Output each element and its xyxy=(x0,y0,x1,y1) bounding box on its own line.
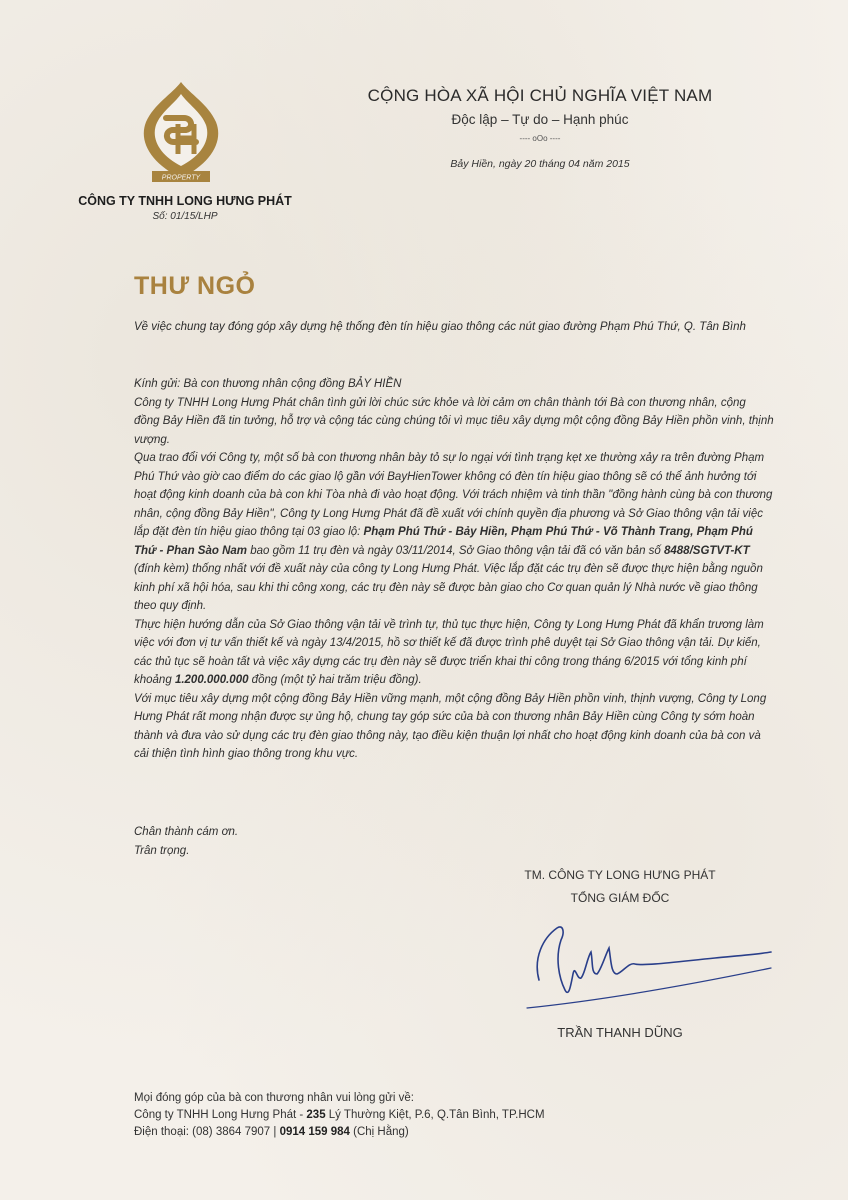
footer-intro: Mọi đóng góp của bà con thương nhân vui lòng gửi về: xyxy=(134,1092,414,1104)
closing-thanks: Chân thành cám ơn. xyxy=(134,826,239,838)
company-name: CÔNG TY TNHH LONG HƯNG PHÁT xyxy=(78,194,292,208)
letter-subject: Về việc chung tay đóng góp xây dựng hệ thống đèn tín hiệu giao thông các nút giao đường Phạm Phú Thứ, Q. Tân Bình xyxy=(134,321,746,333)
greeting: Kính gửi: Bà con thương nhân cộng đồng BẢY HIỀN xyxy=(134,378,402,390)
paragraph-3 xyxy=(134,616,774,690)
document-number: Số: 01/15/LHP xyxy=(152,211,218,222)
signature-role: TỔNG GIÁM ĐỐC xyxy=(570,891,670,905)
intersections-list: Phạm Phú Thứ - Bảy Hiền, Phạm Phú Thứ - Võ Thành Trang, Phạm Phú Thứ - Phan Sào Nam xyxy=(134,526,753,557)
place-date: Bảy Hiền, ngày 20 tháng 04 năm 2015 xyxy=(450,158,630,170)
paragraph-2-text: bao gồm 11 trụ đèn và ngày 03/11/2014, Sở Giao thông vận tải đã có văn bản số xyxy=(247,544,664,557)
paragraph-2-text: (đính kèm) thống nhất với đề xuất này của công ty Long Hưng Phát. Việc lắp đặt các trụ đèn sẽ được thực hiện bằng nguồn kinh phí xã hội hóa, sau khi thi công xong, các trụ đèn này sẽ được bàn giao cho Cơ quan quản lý Nhà nước về giao thông theo quy định. xyxy=(134,563,763,612)
paragraph-2-text: Qua trao đổi với Công ty, một số bà con thương nhân bày tỏ sự lo ngại với tình trạng kẹt xe thường xảy ra trên đường Phạm Phú Thứ vào giờ cao điểm do các giao lộ gần với BayHienTower không có đèn tín hiệu giao thông sẽ có thể ảnh hưởng tới hoạt động kinh doanh của bà con khi Tòa nhà đi vào hoạt động. Với trách nhiệm và tinh thần "đồng hành cùng bà con thương nhân, cộng đồng Bảy Hiền", Công ty Long Hưng Phát đã đề xuất với chính quyền địa phương và Sở Giao thông vận tải việc lắp đặt đèn tín hiệu giao thông tại 03 giao lộ: xyxy=(134,452,773,538)
handwritten-signature xyxy=(525,918,775,1010)
paragraph-4: Với mục tiêu xây dựng một cộng đồng Bảy Hiền vững mạnh, một cộng đồng Bảy Hiền phồn vinh, thịnh vượng, Công ty Long Hưng Phát rất mong nhận được sự ủng hộ, chung tay góp sức của bà con thương nhân Bảy Hiền cùng Công ty sớm hoàn thành và đưa vào sử dụng các trụ đèn giao thông này, tạo điều kiện thuận lợi nhất cho hoạt động kinh doanh của bà con và cải thiện tình hình giao thông trong khu vực. xyxy=(134,692,767,760)
footer-phone-mobile: 0914 159 984 xyxy=(279,1126,350,1138)
footer-phone-contact: (Chị Hằng) xyxy=(349,1126,409,1138)
national-title: CỘNG HÒA XÃ HỘI CHỦ NGHĨA VIỆT NAM xyxy=(367,86,713,105)
footer-contact xyxy=(134,1090,774,1141)
motto-ornament: ---- oOo ---- xyxy=(519,134,561,143)
signature-on-behalf: TM. CÔNG TY LONG HƯNG PHÁT xyxy=(524,868,716,882)
closing-regards: Trân trọng. xyxy=(134,845,190,857)
letter-title: THƯ NGỎ xyxy=(134,272,256,300)
company-logo xyxy=(138,80,224,184)
footer-address-number: 235 xyxy=(306,1109,326,1121)
letter-body xyxy=(134,375,774,764)
closing xyxy=(134,823,434,861)
paragraph-3-text: Thực hiện hướng dẫn của Sở Giao thông vận tải về trình tự, thủ tục thực hiện, Công ty Long Hưng Phát đã khẩn trương làm việc với đơn vị tư vấn thiết kế và ngày 13/4/2015, hồ sơ thiết kế đã được trình phê duyệt tại Sở Giao thông vận tải. Dự kiến, các thủ tục sẽ hoàn tất và việc xây dựng các trụ đèn này sẽ được triển khai thi công trong tháng 6/2015 với tổng kinh phí khoảng xyxy=(134,618,764,686)
footer-address-company: Công ty TNHH Long Hưng Phát - xyxy=(134,1109,307,1121)
footer-address-street: Lý Thường Kiệt, P.6, Q.Tân Bình, TP.HCM xyxy=(325,1109,545,1121)
logo-text: PROPERTY xyxy=(161,174,201,182)
footer-address xyxy=(134,1107,774,1124)
document-reference: 8488/SGTVT-KT xyxy=(664,544,750,557)
budget-amount: 1.200.000.000 xyxy=(174,674,249,686)
footer-phone xyxy=(134,1124,774,1141)
national-motto: Độc lập – Tự do – Hạnh phúc xyxy=(451,112,629,127)
footer-phone-office: Điện thoại: (08) 3864 7907 | xyxy=(134,1126,280,1138)
signer-name: TRẦN THANH DŨNG xyxy=(557,1025,683,1040)
paragraph-3-text: đồng (một tỷ hai trăm triệu đồng). xyxy=(248,674,422,686)
paragraph-1: Công ty TNHH Long Hưng Phát chân tình gửi lời chúc sức khỏe và lời cảm ơn chân thành tới Bà con thương nhân, cộng đồng Bảy Hiền đã tin tưởng, hỗ trợ và cộng tác cùng chúng tôi vì mục tiêu xây dựng một cộng đồng Bảy Hiền phồn vinh, thịnh vượng. xyxy=(134,396,774,446)
paragraph-2 xyxy=(134,449,774,616)
